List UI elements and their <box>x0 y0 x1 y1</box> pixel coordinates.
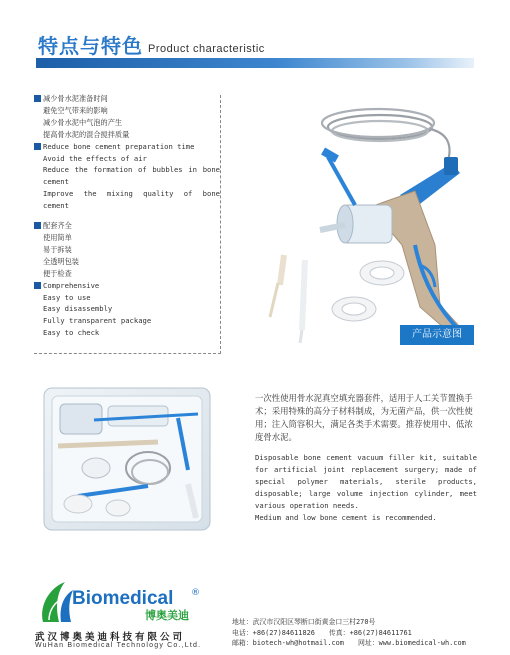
feature-item: 易于拆装 <box>43 244 72 254</box>
description-en-text: Disposable bone cement vacuum filler kit, suitable for artificial joint replacement surgery; made of special polymer materials, sterile products, disposable; large volume injection cylinder, meet various operation needs. <box>255 453 477 510</box>
feature-item: 避免空气带来的影响 <box>43 105 108 115</box>
registered-mark: ® <box>191 588 200 598</box>
feature-item: 便于检查 <box>43 268 72 278</box>
contact-email[interactable]: 邮箱：biotech-wh@hotmail.com <box>232 639 344 647</box>
feature-item: 全透明包装 <box>43 256 79 266</box>
contact-email-web <box>232 638 466 649</box>
section-title-en: Product characteristic <box>148 43 265 55</box>
feature-group-cn-2 <box>34 220 220 232</box>
feature-item: Avoid the effects of air <box>43 153 147 163</box>
feature-item: 配套齐全 <box>43 221 72 231</box>
contact-fax: 传真：+86(27)84611761 <box>328 628 412 637</box>
title-decor-bar <box>36 58 474 68</box>
feature-item: 减少骨水泥准备时间 <box>43 94 108 103</box>
logo-wordmark-en: Biomedical <box>72 588 174 609</box>
feature-item: Easy to check <box>43 328 100 338</box>
feature-item: Fully transparent package <box>43 316 152 326</box>
bullet-square-icon <box>34 282 41 289</box>
logo-wordmark-cn: 博奥美迪 <box>145 609 189 622</box>
feature-group-cn-1 <box>34 93 220 105</box>
contact-phone-fax <box>232 628 466 639</box>
package-illustration <box>38 384 216 534</box>
feature-item: 减少骨水泥中气泡的产生 <box>43 117 123 127</box>
contact-phone: 电话：+86(27)84611826 <box>232 628 315 637</box>
product-illustration <box>230 95 474 345</box>
feature-item: Easy disassembly <box>43 304 113 314</box>
features-list <box>34 93 220 339</box>
feature-item: Easy to use <box>43 292 91 302</box>
contact-website[interactable]: 网址：www.biomedical-wh.com <box>357 639 466 647</box>
company-name-cn: 武汉博奥美迪科技有限公司 <box>35 632 186 643</box>
description-en-recommend: Medium and low bone cement is recommended. <box>255 513 437 522</box>
feature-item: Reduce the formation of bubbles in bone cement <box>43 165 220 187</box>
section-title-cn: 特点与特色 <box>38 34 143 58</box>
photo-caption-tag: 产品示意图 <box>400 325 474 345</box>
bullet-square-icon <box>34 222 41 229</box>
feature-item: 提高骨水泥的混合搅拌质量 <box>43 129 130 139</box>
bullet-square-icon <box>34 143 41 150</box>
feature-item: Comprehensive <box>43 280 100 290</box>
feature-group-en-2 <box>34 280 220 292</box>
contact-address: 地址：武汉市汉阳区琴断口街黄金口三村270号 <box>232 618 376 626</box>
feature-group-en-1 <box>34 141 220 153</box>
feature-item: 使用简单 <box>43 232 72 242</box>
company-name-en: WuHan Biomedical Technology Co.,Ltd. <box>35 642 202 649</box>
feature-item: Reduce bone cement preparation time <box>43 141 195 151</box>
description-cn: 一次性使用骨水泥真空填充器套件，适用于人工关节置换手术；采用特殊的高分子材料制成，为无菌产品，供一次性使用；注入筒容积大，满足各类手术需要。推荐使用中、低浓度骨水泥。 <box>255 393 473 442</box>
feature-item: Improve the mixing quality of bone cement <box>43 189 220 211</box>
bullet-square-icon <box>34 95 41 102</box>
description-en <box>255 452 477 524</box>
contact-block <box>232 617 466 649</box>
